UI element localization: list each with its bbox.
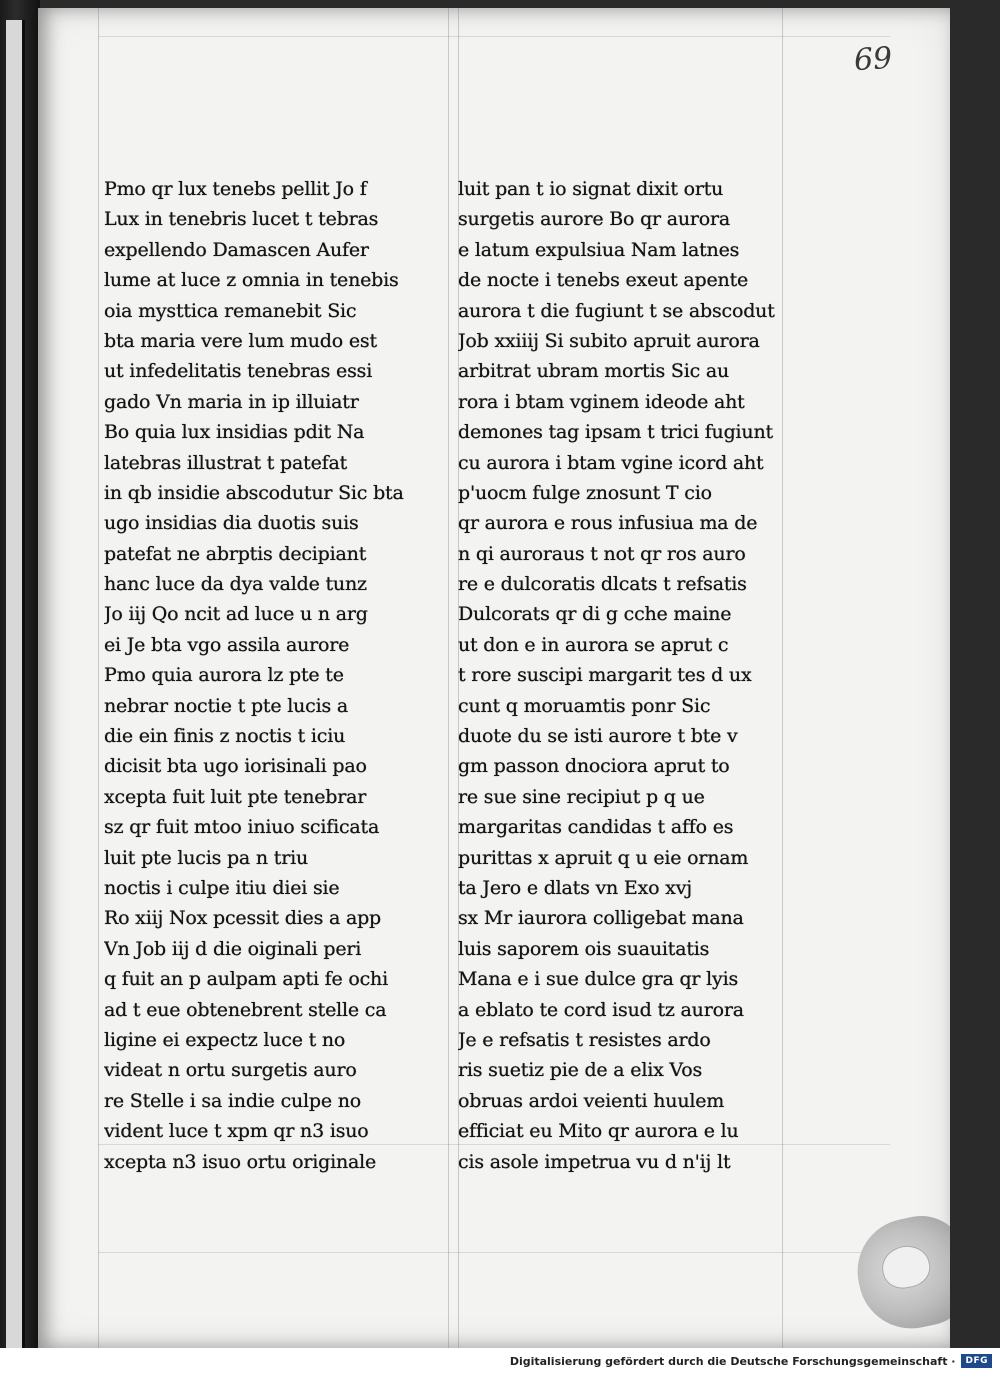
text-line: Pmo quia aurora lz pte te bbox=[104, 664, 344, 687]
text-line: cis asole impetrua vu d n'ij lt bbox=[458, 1150, 731, 1173]
text-line: ugo insidias dia duotis suis bbox=[104, 512, 359, 535]
text-line: luit pte lucis pa n triu bbox=[104, 846, 309, 869]
text-line: margaritas candidas t affo es bbox=[458, 816, 734, 839]
text-line: noctis i culpe itiu diei sie bbox=[104, 876, 340, 899]
text-line: bta maria vere lum mudo est bbox=[104, 329, 377, 352]
text-line: a eblato te cord isud tz aurora bbox=[458, 998, 744, 1021]
footer-credit: Digitalisierung gefördert durch die Deutsche Forschungsgemeinschaft · bbox=[509, 1354, 956, 1368]
text-line: xcepta n3 isuo ortu originale bbox=[104, 1150, 377, 1173]
text-line: demones tag ipsam t trici fugiunt bbox=[458, 421, 773, 444]
text-line: re Stelle i sa indie culpe no bbox=[104, 1089, 362, 1112]
text-line: Bo quia lux insidias pdit Na bbox=[104, 421, 365, 444]
text-line: patefat ne abrptis decipiant bbox=[104, 542, 367, 565]
text-line: re sue sine recipiut p q ue bbox=[458, 785, 705, 808]
folio-number: 69 bbox=[852, 40, 894, 79]
text-line: Je e refsatis t resistes ardo bbox=[458, 1028, 711, 1051]
ruling-line bbox=[98, 36, 890, 37]
text-line: in qb insidie abscodutur Sic bta bbox=[104, 481, 404, 504]
text-line: dicisit bta ugo iorisinali pao bbox=[104, 755, 367, 778]
text-line: Ro xiij Nox pcessit dies a app bbox=[104, 907, 381, 930]
text-line: xcepta fuit luit pte tenebrar bbox=[104, 785, 367, 808]
text-column-right bbox=[458, 174, 808, 1177]
text-line: p'uocm fulge znosunt T cio bbox=[458, 481, 712, 504]
text-line: de nocte i tenebs exeut apente bbox=[458, 269, 749, 292]
text-line: lume at luce z omnia in tenebis bbox=[104, 269, 399, 292]
text-line: die ein finis z noctis t iciu bbox=[104, 725, 346, 748]
text-line: cunt q moruamtis ponr Sic bbox=[458, 694, 711, 717]
manuscript-page bbox=[38, 8, 950, 1348]
text-line: luit pan t io signat dixit ortu bbox=[458, 178, 724, 200]
text-line: q fuit an p aulpam apti fe ochi bbox=[104, 968, 388, 991]
text-line: n qi auroraus t not qr ros auro bbox=[458, 542, 746, 565]
text-line: cu aurora i btam vgine icord aht bbox=[458, 451, 764, 474]
text-column-left bbox=[104, 174, 444, 1177]
text-line: hanc luce da dya valde tunz bbox=[104, 573, 367, 596]
text-line: latebras illustrat t patefat bbox=[104, 451, 348, 474]
footer-bar bbox=[0, 1348, 1000, 1374]
text-line: Lux in tenebris lucet t tebras bbox=[104, 208, 379, 231]
text-line: qr aurora e rous infusiua ma de bbox=[458, 512, 758, 535]
text-line: ad t eue obtenebrent stelle ca bbox=[104, 998, 387, 1021]
text-line: duote du se isti aurore t bte v bbox=[458, 725, 738, 748]
text-line: oia mysttica remanebit Sic bbox=[104, 299, 357, 322]
text-line: ris suetiz pie de a elix Vos bbox=[458, 1059, 702, 1082]
ruling-line bbox=[98, 1252, 890, 1253]
text-line: nebrar noctie t pte lucis a bbox=[104, 694, 348, 717]
text-line: Jo iij Qo ncit ad luce u n arg bbox=[104, 603, 368, 626]
text-line: ta Jero e dlats vn Exo xvj bbox=[458, 876, 692, 899]
text-line: Vn Job iij d die oiginali peri bbox=[104, 937, 362, 960]
text-line: vident luce t xpm qr n3 isuo bbox=[104, 1120, 369, 1143]
text-line: re e dulcoratis dlcats t refsatis bbox=[458, 573, 747, 596]
text-line: Mana e i sue dulce gra qr lyis bbox=[458, 968, 738, 991]
text-line: surgetis aurore Bo qr aurora bbox=[458, 208, 731, 231]
binding-edge bbox=[6, 20, 25, 1350]
text-line: e latum expulsiua Nam latnes bbox=[458, 238, 740, 261]
text-line: efficiat eu Mito qr aurora e lu bbox=[458, 1120, 739, 1143]
ruling-line bbox=[448, 8, 449, 1348]
text-line: rora i btam vginem ideode aht bbox=[458, 390, 745, 413]
text-line: aurora t die fugiunt t se abscodut bbox=[458, 299, 775, 322]
text-line: arbitrat ubram mortis Sic au bbox=[458, 360, 730, 383]
text-line: obruas ardoi veienti huulem bbox=[458, 1089, 725, 1112]
text-line: ei Je bta vgo assila aurore bbox=[104, 633, 350, 656]
text-line: ut don e in aurora se aprut c bbox=[458, 633, 729, 656]
text-line: purittas x apruit q u eie ornam bbox=[458, 846, 749, 869]
dfg-logo: DFG bbox=[961, 1354, 992, 1368]
text-line: Pmo qr lux tenebs pellit Jo f bbox=[104, 178, 367, 200]
text-line: gado Vn maria in ip illuiatr bbox=[104, 390, 359, 413]
text-line: videat n ortu surgetis auro bbox=[104, 1059, 357, 1082]
ruling-line bbox=[98, 8, 99, 1348]
text-line: sz qr fuit mtoo iniuo scificata bbox=[104, 816, 380, 839]
text-line: ut infedelitatis tenebras essi bbox=[104, 360, 373, 383]
text-line: expellendo Damascen Aufer bbox=[104, 238, 369, 261]
text-line: luis saporem ois suauitatis bbox=[458, 937, 710, 960]
text-line: Job xxiiij Si subito apruit aurora bbox=[458, 329, 760, 352]
text-line: t rore suscipi margarit tes d ux bbox=[458, 664, 752, 687]
text-line: gm passon dnociora aprut to bbox=[458, 755, 730, 778]
text-line: Dulcorats qr di g cche maine bbox=[458, 603, 732, 626]
text-line: sx Mr iaurora colligebat mana bbox=[458, 907, 744, 930]
binding-gutter bbox=[0, 0, 40, 1374]
text-line: ligine ei expectz luce t no bbox=[104, 1028, 346, 1051]
